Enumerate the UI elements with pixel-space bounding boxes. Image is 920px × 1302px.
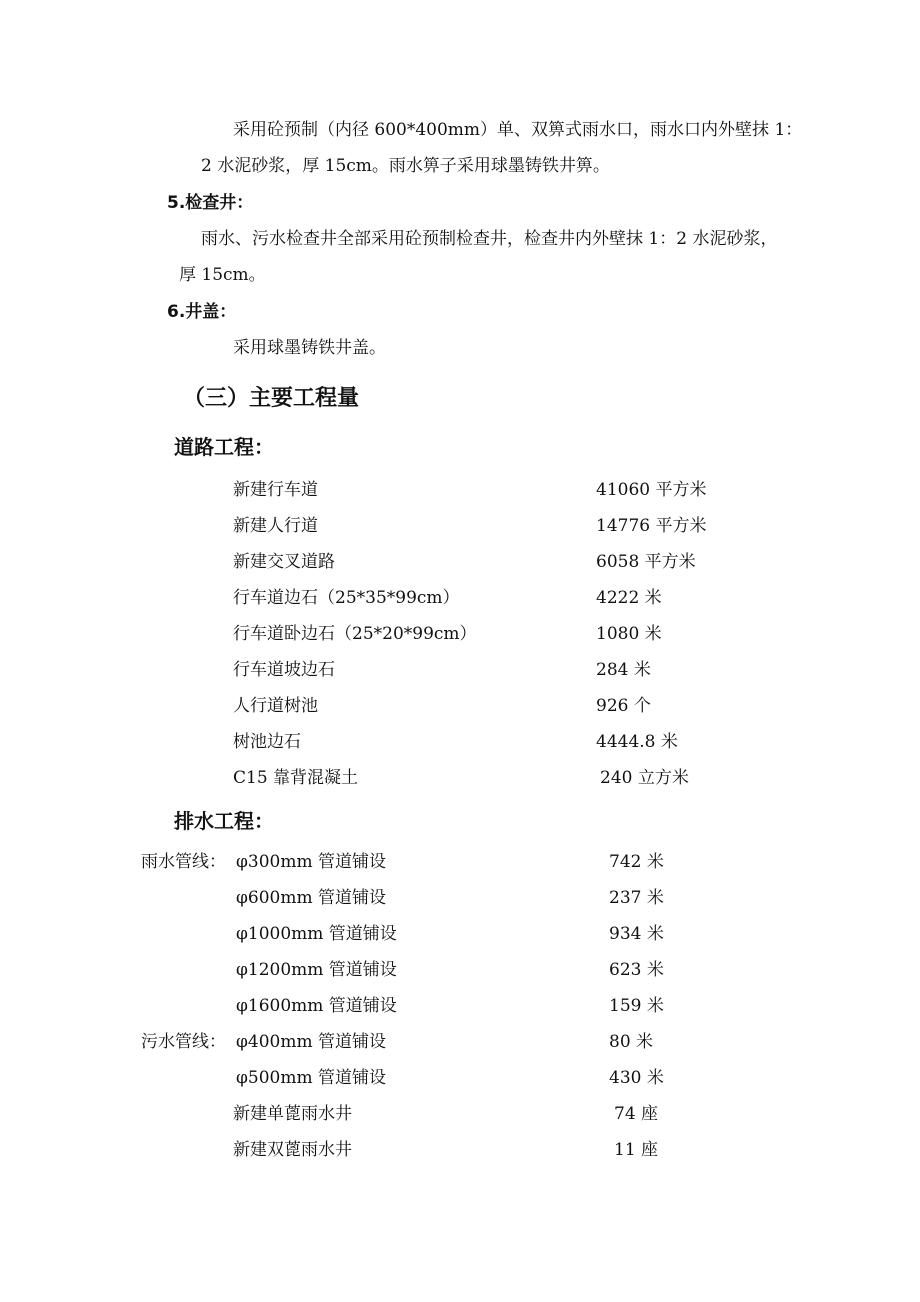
- drainage-item-qty: 742 米: [609, 852, 664, 872]
- road-item-name: 行车道卧边石（25*20*99cm）: [233, 624, 477, 644]
- drainage-item-name: φ1200mm 管道铺设: [236, 960, 397, 980]
- road-item-name: 新建交叉道路: [233, 552, 335, 572]
- drainage-item-name: φ1600mm 管道铺设: [236, 996, 397, 1016]
- drainage-item-qty: 80 米: [609, 1032, 654, 1052]
- road-item-qty: 41060 平方米: [596, 480, 707, 500]
- intro-line-1: 采用砼预制（内径 600*400mm）单、双箅式雨水口，雨水口内外壁抹 1：: [233, 120, 803, 140]
- drainage-item-name: 新建单蓖雨水井: [233, 1104, 352, 1124]
- drainage-item-qty: 623 米: [609, 960, 664, 980]
- section-6-line-1: 采用球墨铸铁井盖。: [233, 338, 386, 358]
- road-item-name: 人行道树池: [233, 696, 318, 716]
- drainage-item-name: 新建双蓖雨水井: [233, 1140, 352, 1160]
- road-item-qty: 4444.8 米: [596, 732, 678, 752]
- sewage-pipeline-label: 污水管线：: [141, 1032, 226, 1052]
- road-item-qty: 284 米: [596, 660, 651, 680]
- road-item-name: 行车道坡边石: [233, 660, 335, 680]
- road-item-name: 新建行车道: [233, 480, 318, 500]
- road-item-name: C15 靠背混凝土: [233, 768, 359, 788]
- section-5-line-2: 厚 15cm。: [179, 265, 266, 285]
- drainage-item-name: φ500mm 管道铺设: [236, 1068, 386, 1088]
- drainage-item-qty: 237 米: [609, 888, 664, 908]
- drainage-item-name: φ1000mm 管道铺设: [236, 924, 397, 944]
- drainage-item-name: φ400mm 管道铺设: [236, 1032, 386, 1052]
- section-3-heading: （三）主要工程量: [183, 386, 360, 411]
- drainage-heading: 排水工程：: [174, 809, 274, 833]
- rain-pipeline-label: 雨水管线：: [141, 852, 226, 872]
- section-5-heading: 5.检查井：: [167, 193, 254, 213]
- road-heading: 道路工程：: [174, 435, 274, 459]
- road-item-qty: 14776 平方米: [596, 516, 707, 536]
- road-item-qty: 1080 米: [596, 624, 662, 644]
- drainage-item-qty: 430 米: [609, 1068, 664, 1088]
- drainage-item-name: φ300mm 管道铺设: [236, 852, 386, 872]
- road-item-qty: 6058 平方米: [596, 552, 696, 572]
- section-5-line-1: 雨水、污水检查井全部采用砼预制检查井，检查井内外壁抹 1：2 水泥砂浆，: [201, 229, 778, 249]
- drainage-item-name: φ600mm 管道铺设: [236, 888, 386, 908]
- road-item-qty: 926 个: [596, 696, 651, 716]
- drainage-item-qty: 934 米: [609, 924, 664, 944]
- road-item-name: 树池边石: [233, 732, 301, 752]
- road-item-name: 新建人行道: [233, 516, 318, 536]
- drainage-item-qty: 11 座: [614, 1140, 659, 1160]
- road-item-qty: 240 立方米: [600, 768, 689, 788]
- road-item-qty: 4222 米: [596, 588, 662, 608]
- intro-line-2: 2 水泥砂浆，厚 15cm。雨水箅子采用球墨铸铁井箅。: [201, 156, 610, 176]
- drainage-item-qty: 159 米: [609, 996, 664, 1016]
- section-6-heading: 6.井盖：: [167, 302, 237, 322]
- drainage-item-qty: 74 座: [614, 1104, 659, 1124]
- road-item-name: 行车道边石（25*35*99cm）: [233, 588, 460, 608]
